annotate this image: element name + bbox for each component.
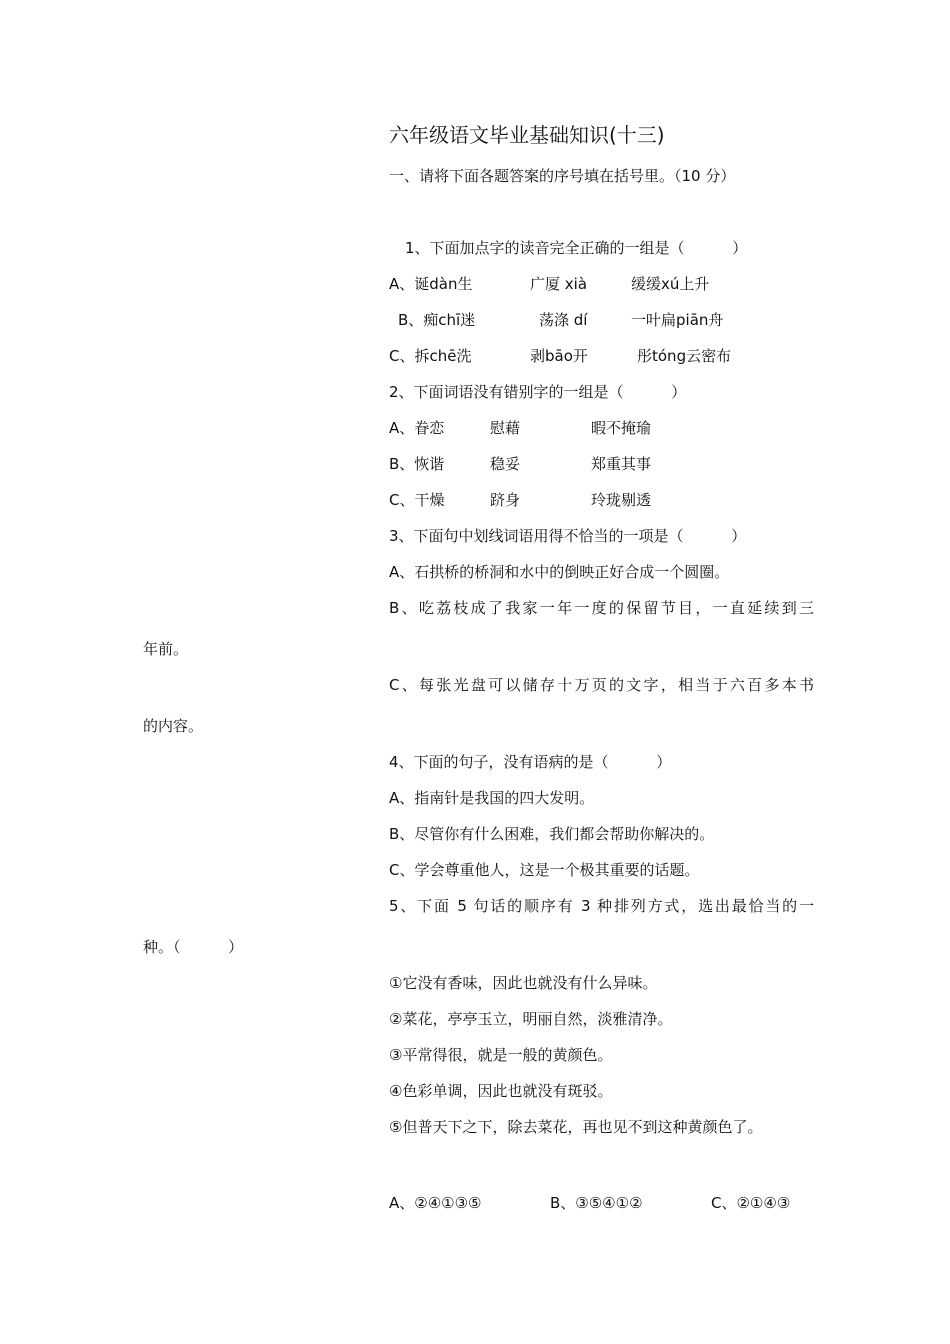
q2-c-2: 跻身 [490,491,521,509]
q5-stem-line1: 5、下面 5 句话的顺序有 3 种排列方式，选出最恰当的一 [389,897,814,915]
q1-a-2: 广厦 xià [530,275,588,293]
q1-c-3: 彤tóng云密布 [637,347,732,365]
q3-option-c-line2: 的内容。 [143,717,204,735]
q2-stem: 2、下面词语没有错别字的一组是（ ） [389,383,687,401]
q5-sentence-3: ③平常得很，就是一般的黄颜色。 [389,1046,613,1064]
q1-b-2: 荡涤 dí [539,311,588,329]
section-heading: 一、请将下面各题答案的序号填在括号里。（10 分） [389,167,736,185]
q3-option-b-line2: 年前。 [143,640,189,658]
q4-stem: 4、下面的句子，没有语病的是（ ） [389,753,672,771]
q1-b-1: B、痴chī迷 [398,311,476,329]
q2-b-3: 郑重其事 [591,455,652,473]
q4-option-a: A、指南针是我国的四大发明。 [389,789,595,807]
q5-sentence-2: ②菜花，亭亭玉立，明丽自然，淡雅清净。 [389,1010,673,1028]
q2-a-2: 慰藉 [490,419,521,437]
q4-option-b: B、尽管你有什么困难，我们都会帮助你解决的。 [389,825,715,843]
q1-stem: 1、下面加点字的读音完全正确的一组是（ ） [405,239,748,257]
q2-a-3: 暇不掩瑜 [591,419,652,437]
q5-option-b: B、③⑤④①② [550,1194,643,1212]
q1-c-1: C、拆chē洗 [389,347,472,365]
q1-a-3: 缓缓xú上升 [631,275,710,293]
q2-b-1: B、恢谐 [389,455,445,473]
page-title: 六年级语文毕业基础知识(十三) [389,123,665,147]
q3-stem: 3、下面句中划线词语用得不恰当的一项是（ ） [389,527,747,545]
q5-option-c: C、②①④③ [711,1194,791,1212]
q2-a-1: A、眷恋 [389,419,445,437]
q3-option-a: A、石拱桥的桥洞和水中的倒映正好合成一个圆圈。 [389,563,730,581]
q5-option-a: A、②④①③⑤ [389,1194,482,1212]
q3-option-b-line1: B、吃荔枝成了我家一年一度的保留节目，一直延续到三 [389,599,814,617]
q1-a-1: A、诞dàn生 [389,275,473,293]
q5-sentence-1: ①它没有香味，因此也就没有什么异味。 [389,974,658,992]
q5-stem-line2: 种。（ ） [143,938,244,956]
q5-sentence-5: ⑤但普天下之下，除去菜花，再也见不到这种黄颜色了。 [389,1118,763,1136]
q1-c-2: 剥bāo开 [530,347,588,365]
q5-sentence-4: ④色彩单调，因此也就没有斑驳。 [389,1082,613,1100]
q2-c-3: 玲珑剔透 [591,491,652,509]
q2-c-1: C、干燥 [389,491,445,509]
q4-option-c: C、学会尊重他人，这是一个极其重要的话题。 [389,861,700,879]
q3-option-c-line1: C、每张光盘可以储存十万页的文字，相当于六百多本书 [389,676,814,694]
q1-b-3: 一叶扁piān舟 [631,311,724,329]
q2-b-2: 稳妥 [490,455,521,473]
